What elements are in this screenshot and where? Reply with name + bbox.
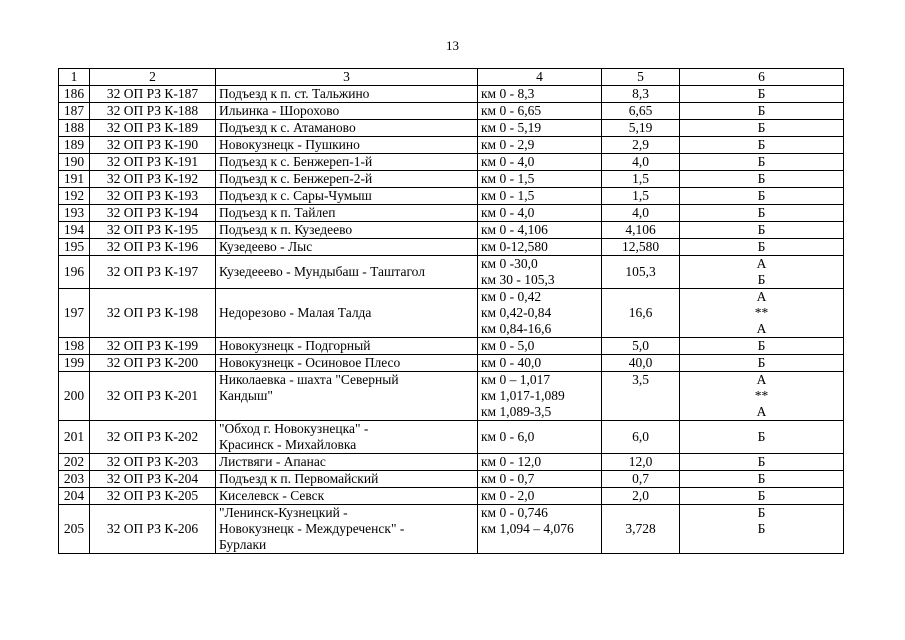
cell-road-code: 32 ОП РЗ К-205 [90,488,216,505]
table-row [59,205,844,222]
cell-km-range [478,454,602,471]
table-row [59,421,844,454]
cell-number: 187 [59,103,90,120]
cell-road-code: 32 ОП РЗ К-198 [90,289,216,338]
cell-category [680,103,844,120]
cell-road-code: 32 ОП РЗ К-200 [90,355,216,372]
cell-length: 2,0 [602,488,680,505]
cell-category-line: Б [757,188,766,203]
cell-category [680,120,844,137]
cell-category [680,188,844,205]
cell-road-name [216,86,478,103]
header-col-3: 3 [216,69,478,86]
cell-length: 5,0 [602,338,680,355]
cell-road-code: 32 ОП РЗ К-201 [90,372,216,421]
cell-road-name [216,355,478,372]
cell-road-name-line: Подъезд к с. Атаманово [219,120,356,135]
cell-length: 8,3 [602,86,680,103]
table-row [59,222,844,239]
cell-road-name-line: Подъезд к с. Бенжереп-2-й [219,171,373,186]
cell-category-line: Б [757,171,766,186]
cell-km-range-line: км 30 - 105,3 [481,272,555,287]
cell-category-line: Б [757,222,766,237]
cell-road-name-line: Подъезд к с. Бенжереп-1-й [219,154,373,169]
cell-category [680,154,844,171]
cell-road-code: 32 ОП РЗ К-199 [90,338,216,355]
cell-length: 6,65 [602,103,680,120]
cell-category [680,355,844,372]
table-row [59,454,844,471]
cell-road-code: 32 ОП РЗ К-194 [90,205,216,222]
table-row [59,188,844,205]
table-row [59,338,844,355]
cell-km-range-line: км 0 - 12,0 [481,454,542,469]
header-col-4: 4 [478,69,602,86]
table-row [59,372,844,421]
cell-road-name-line: Новокузнецк - Пушкино [219,137,360,152]
cell-km-range [478,222,602,239]
cell-number: 201 [59,421,90,454]
cell-category-line: Б [757,120,766,135]
cell-category-line: А [756,289,767,304]
cell-category [680,239,844,256]
cell-km-range-line: км 0 – 1,017 [481,372,551,387]
cell-category [680,505,844,554]
cell-length: 2,9 [602,137,680,154]
cell-number: 198 [59,338,90,355]
cell-km-range-line: км 0 - 6,0 [481,429,535,444]
table-row [59,120,844,137]
cell-km-range [478,355,602,372]
cell-km-range [478,338,602,355]
cell-category [680,454,844,471]
cell-number: 196 [59,256,90,289]
cell-length: 5,19 [602,120,680,137]
cell-category-line: Б [757,103,766,118]
table-row [59,154,844,171]
cell-category-line: Б [757,488,766,503]
cell-road-name [216,454,478,471]
cell-km-range-line: км 0 - 1,5 [481,171,535,186]
cell-category-line: Б [757,205,766,220]
cell-road-code: 32 ОП РЗ К-206 [90,505,216,554]
cell-length: 1,5 [602,188,680,205]
cell-road-name [216,137,478,154]
table-row [59,471,844,488]
cell-road-code: 32 ОП РЗ К-195 [90,222,216,239]
cell-category [680,421,844,454]
cell-category-line: А [756,321,767,336]
cell-length: 4,0 [602,154,680,171]
cell-road-name [216,154,478,171]
cell-km-range-line: км 0 - 40,0 [481,355,542,370]
cell-length: 105,3 [602,256,680,289]
cell-road-code: 32 ОП РЗ К-204 [90,471,216,488]
cell-category-line: А [756,372,767,387]
table-row [59,505,844,554]
cell-road-name-line: Подъезд к п. Тайлеп [219,205,336,220]
cell-road-name-line: Бурлаки [219,537,267,552]
cell-number: 205 [59,505,90,554]
cell-km-range [478,188,602,205]
table-body [59,86,844,554]
cell-km-range-line: км 0 - 6,65 [481,103,542,118]
cell-road-name [216,338,478,355]
cell-km-range-line: км 0,84-16,6 [481,321,552,336]
cell-road-name-line: Кузедеево - Лыс [219,239,313,254]
cell-number: 199 [59,355,90,372]
cell-km-range-line: км 1,017-1,089 [481,388,565,403]
cell-road-name [216,171,478,188]
cell-category-line: Б [757,272,766,287]
cell-road-name-line: Николаевка - шахта "Северный [219,372,399,387]
header-col-1: 1 [59,69,90,86]
cell-length: 12,0 [602,454,680,471]
cell-road-name [216,372,478,421]
cell-length: 6,0 [602,421,680,454]
cell-km-range [478,505,602,554]
cell-km-range [478,205,602,222]
cell-length: 3,5 [602,372,680,421]
cell-length: 40,0 [602,355,680,372]
cell-km-range [478,239,602,256]
cell-category [680,471,844,488]
cell-category-line: Б [757,154,766,169]
table-row [59,86,844,103]
cell-road-name-line: Киселевск - Севск [219,488,325,503]
cell-category-line: А [756,256,767,271]
cell-road-name-line: Подъезд к п. Первомайский [219,471,379,486]
cell-road-name [216,421,478,454]
cell-road-code: 32 ОП РЗ К-202 [90,421,216,454]
cell-category-line: Б [757,471,766,486]
cell-road-name [216,256,478,289]
cell-km-range-line: км 0 - 2,0 [481,488,535,503]
cell-road-code: 32 ОП РЗ К-187 [90,86,216,103]
cell-road-name [216,120,478,137]
cell-category [680,289,844,338]
cell-road-name-line: Листвяги - Апанас [219,454,326,469]
cell-road-name-line: Ильинка - Шорохово [219,103,340,118]
cell-road-name [216,222,478,239]
cell-km-range-line: км 0 - 4,0 [481,154,535,169]
table-row [59,137,844,154]
cell-road-name-line: Новокузнецк - Междуреченск" - [219,521,405,536]
cell-number: 195 [59,239,90,256]
cell-km-range [478,289,602,338]
cell-number: 188 [59,120,90,137]
roads-table [58,68,844,554]
header-col-6: 6 [680,69,844,86]
cell-number: 194 [59,222,90,239]
cell-category [680,222,844,239]
cell-km-range-line: км 0 - 0,42 [481,289,542,304]
cell-road-name [216,488,478,505]
cell-km-range [478,137,602,154]
cell-km-range-line: км 0 - 1,5 [481,188,535,203]
cell-road-name-line: Кузедееево - Мундыбаш - Таштагол [219,264,425,279]
cell-road-code: 32 ОП РЗ К-197 [90,256,216,289]
cell-category-line: Б [757,454,766,469]
table-row [59,239,844,256]
cell-road-code: 32 ОП РЗ К-192 [90,171,216,188]
table-row [59,355,844,372]
cell-km-range-line: км 0 - 4,0 [481,205,535,220]
table-row [59,488,844,505]
cell-road-code: 32 ОП РЗ К-193 [90,188,216,205]
cell-category [680,86,844,103]
cell-number: 189 [59,137,90,154]
table-row [59,256,844,289]
cell-km-range-line: км 0-12,580 [481,239,548,254]
cell-category [680,137,844,154]
cell-number: 192 [59,188,90,205]
cell-number: 204 [59,488,90,505]
cell-category-line: ** [754,388,769,403]
cell-category [680,338,844,355]
cell-length: 16,6 [602,289,680,338]
cell-road-name-line: "Обход г. Новокузнецка" - [219,421,369,436]
cell-road-code: 32 ОП РЗ К-190 [90,137,216,154]
cell-category [680,205,844,222]
cell-number: 191 [59,171,90,188]
cell-category [680,372,844,421]
cell-number: 186 [59,86,90,103]
header-col-2: 2 [90,69,216,86]
cell-road-name [216,289,478,338]
cell-km-range [478,103,602,120]
cell-road-code: 32 ОП РЗ К-196 [90,239,216,256]
cell-road-name [216,188,478,205]
cell-category [680,488,844,505]
cell-km-range [478,421,602,454]
cell-road-name [216,505,478,554]
cell-road-code: 32 ОП РЗ К-191 [90,154,216,171]
cell-road-name-line: Кандыш" [219,388,273,403]
cell-road-name-line: Подъезд к п. Кузедеево [219,222,353,237]
cell-km-range-line: км 0 - 2,9 [481,137,535,152]
cell-number: 197 [59,289,90,338]
cell-road-name [216,103,478,120]
cell-km-range [478,488,602,505]
cell-road-name-line: Подъезд к п. ст. Тальжино [219,86,370,101]
cell-km-range [478,171,602,188]
cell-category-line: ** [754,305,769,320]
cell-number: 203 [59,471,90,488]
cell-length: 4,0 [602,205,680,222]
cell-length: 3,728 [602,505,680,554]
cell-km-range-line: км 0 - 4,106 [481,222,548,237]
cell-km-range [478,120,602,137]
cell-road-name [216,471,478,488]
table-row [59,289,844,338]
cell-road-code: 32 ОП РЗ К-189 [90,120,216,137]
cell-road-name-line: Красинск - Михайловка [219,437,357,452]
cell-road-name [216,239,478,256]
cell-category-line: Б [757,239,766,254]
cell-km-range-line: км 0 -30,0 [481,256,538,271]
cell-km-range-line: км 0 - 5,0 [481,338,535,353]
page-number: 13 [446,38,459,53]
cell-road-name-line: Недорезово - Малая Талда [219,305,372,320]
cell-category-line: Б [757,429,766,444]
cell-category-line: Б [757,86,766,101]
cell-road-name-line: Новокузнецк - Подгорный [219,338,371,353]
cell-category-line: Б [757,355,766,370]
cell-road-name-line: Новокузнецк - Осиновое Плесо [219,355,401,370]
cell-road-name [216,205,478,222]
cell-km-range-line: км 0 - 0,7 [481,471,535,486]
cell-km-range-line: км 0 - 0,746 [481,505,548,520]
cell-category-line: А [756,404,767,419]
cell-category-line: Б [757,521,766,536]
table-row [59,171,844,188]
table-row [59,103,844,120]
cell-km-range-line: км 0 - 5,19 [481,120,542,135]
header-col-5: 5 [602,69,680,86]
cell-km-range-line: км 0,42-0,84 [481,305,552,320]
cell-length: 0,7 [602,471,680,488]
cell-number: 190 [59,154,90,171]
cell-length: 1,5 [602,171,680,188]
cell-category [680,256,844,289]
cell-number: 200 [59,372,90,421]
cell-km-range-line: км 1,089-3,5 [481,404,552,419]
cell-road-code: 32 ОП РЗ К-203 [90,454,216,471]
cell-km-range [478,471,602,488]
cell-km-range-line: км 0 - 8,3 [481,86,535,101]
cell-km-range [478,154,602,171]
cell-road-name-line: Подъезд к с. Сары-Чумыш [219,188,372,203]
cell-length: 4,106 [602,222,680,239]
cell-length: 12,580 [602,239,680,256]
cell-km-range [478,372,602,421]
cell-road-name-line: "Ленинск-Кузнецкий - [219,505,348,520]
cell-number: 202 [59,454,90,471]
cell-category-line: Б [757,338,766,353]
cell-km-range-line: км 1,094 – 4,076 [481,521,574,536]
cell-category [680,171,844,188]
cell-number: 193 [59,205,90,222]
cell-road-code: 32 ОП РЗ К-188 [90,103,216,120]
cell-km-range [478,86,602,103]
header-row [59,69,844,86]
cell-km-range [478,256,602,289]
cell-category-line: Б [757,137,766,152]
cell-category-line: Б [757,505,766,520]
